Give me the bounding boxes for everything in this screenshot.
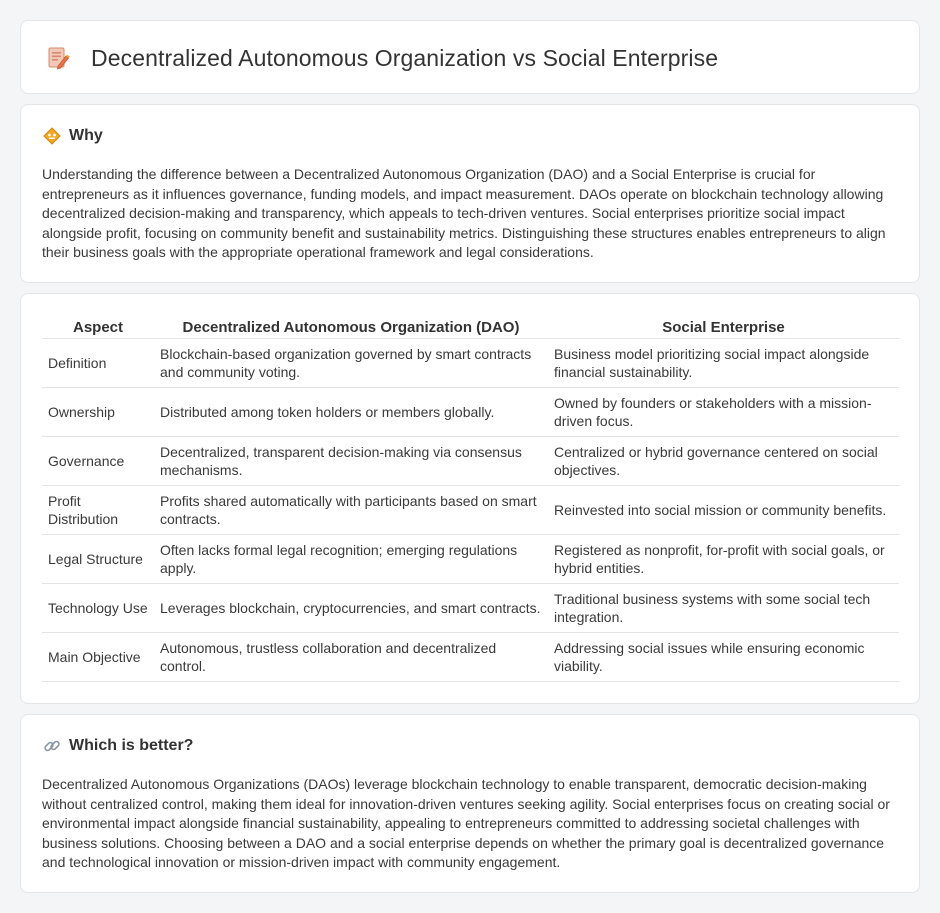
table-row (42, 338, 899, 387)
header-dao: Decentralized Autonomous Organization (DAO) (154, 315, 548, 338)
aspect-cell: Definition (42, 338, 154, 387)
dao-cell: Autonomous, trustless collaboration and decentralized control. (154, 632, 548, 681)
diamond-sign-icon (43, 127, 61, 145)
better-heading (43, 737, 193, 755)
aspect-cell: Technology Use (42, 583, 154, 632)
aspect-cell: Ownership (42, 387, 154, 436)
dao-cell: Often lacks formal legal recognition; emerging regulations apply. (154, 534, 548, 583)
document-edit-icon (45, 45, 71, 71)
why-heading (43, 127, 103, 145)
comparison-table (42, 315, 899, 682)
table-row (42, 485, 899, 534)
header-social-enterprise: Social Enterprise (548, 315, 899, 338)
which-better-section (20, 714, 920, 893)
se-cell: Centralized or hybrid governance centered on social objectives. (548, 436, 899, 485)
aspect-cell: Legal Structure (42, 534, 154, 583)
aspect-cell: Governance (42, 436, 154, 485)
title-row (45, 21, 718, 95)
dao-cell: Distributed among token holders or members globally. (154, 387, 548, 436)
link-icon (43, 737, 61, 755)
header-aspect: Aspect (42, 315, 154, 338)
se-cell: Registered as nonprofit, for-profit with social goals, or hybrid entities. (548, 534, 899, 583)
table-row (42, 387, 899, 436)
title-card (20, 20, 920, 94)
se-cell: Traditional business systems with some social tech integration. (548, 583, 899, 632)
se-cell: Owned by founders or stakeholders with a mission-driven focus. (548, 387, 899, 436)
better-title: Which is better? (69, 737, 194, 754)
table-row (42, 632, 899, 681)
se-cell: Reinvested into social mission or community benefits. (548, 485, 899, 534)
aspect-cell: Main Objective (42, 632, 154, 681)
table-row (42, 583, 899, 632)
why-title: Why (69, 127, 103, 144)
better-body: Decentralized Autonomous Organizations (DAOs) leverage blockchain technology to enable transparent, democratic decision-making without centralized control, making them ideal for innovation-driven ventures seeking agility. Social enterprises focus on creating social or environmental impact alongside financial sustainability, appealing to entrepreneurs committed to addressing societal challenges with business solutions. Choosing between a DAO and a social enterprise depends on whether the primary goal is decentralized governance and technological innovation or mission-driven impact with community engagement. (42, 776, 890, 871)
why-section (20, 104, 920, 283)
se-cell: Addressing social issues while ensuring economic viability. (548, 632, 899, 681)
dao-cell: Profits shared automatically with participants based on smart contracts. (154, 485, 548, 534)
why-body: Understanding the difference between a Decentralized Autonomous Organization (DAO) and a Social Enterprise is crucial for entrepreneurs as it influences governance, funding models, and impact measurement. DAOs operate on blockchain technology allowing decentralized decision-making and transparency, which appeals to tech-driven ventures. Social enterprises prioritize social impact alongside profit, focusing on community benefit and sustainability metrics. Distinguishing these structures enables entrepreneurs to align their business goals with the appropriate operational framework and legal considerations. (42, 166, 886, 261)
table-header-row (42, 315, 899, 338)
table-row (42, 436, 899, 485)
comparison-section (20, 293, 920, 704)
table-row (42, 534, 899, 583)
se-cell: Business model prioritizing social impact alongside financial sustainability. (548, 338, 899, 387)
dao-cell: Leverages blockchain, cryptocurrencies, and smart contracts. (154, 583, 548, 632)
page-title: Decentralized Autonomous Organization vs Social Enterprise (91, 44, 719, 71)
dao-cell: Blockchain-based organization governed by smart contracts and community voting. (154, 338, 548, 387)
dao-cell: Decentralized, transparent decision-making via consensus mechanisms. (154, 436, 548, 485)
aspect-cell: Profit Distribution (42, 485, 154, 534)
